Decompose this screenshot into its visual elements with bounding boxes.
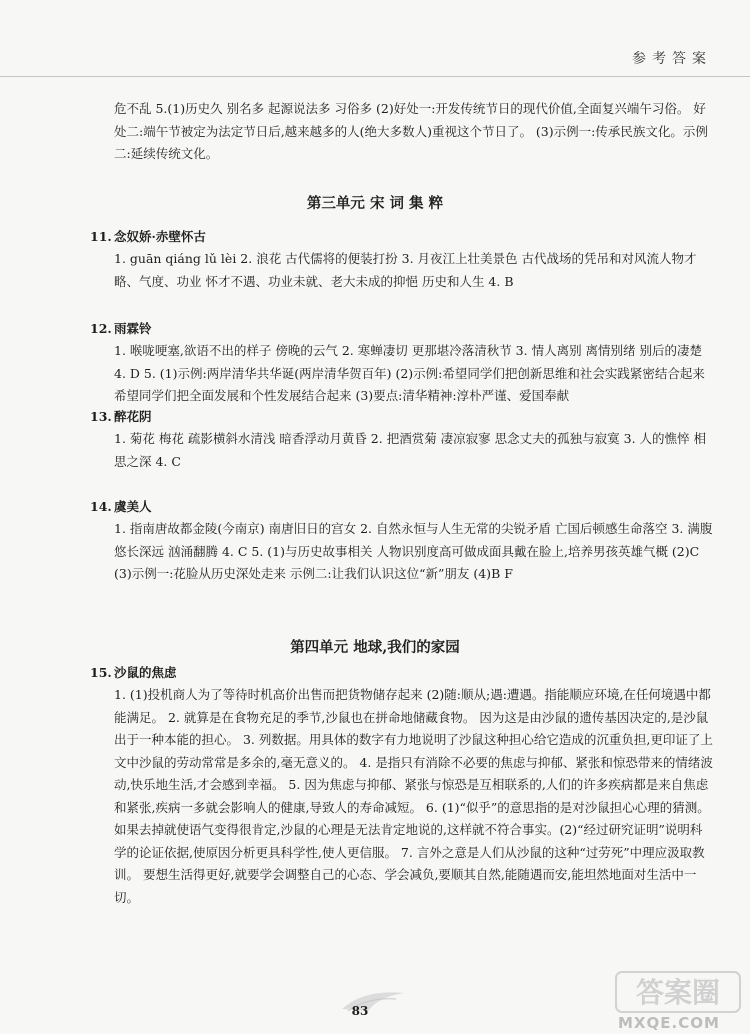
watermark-logo <box>614 968 742 1014</box>
section-answer: 1. 菊花 梅花 疏影横斜水清浅 暗香浮动月黄昏 2. 把酒赏菊 凄凉寂寥 思念丈夫的孤独与寂寞 3. 人的憔悴 相思之深 4. C <box>114 431 706 469</box>
section-number: 12. <box>90 321 112 336</box>
section-12 <box>90 318 730 408</box>
watermark-logo-text: 答案圈 <box>635 976 721 1009</box>
unit-title-4: 第四单元 地球,我们的家园 <box>290 639 460 656</box>
section-title: 沙鼠的焦虑 <box>114 665 177 680</box>
section-number: 14. <box>90 499 112 514</box>
section-title: 雨霖铃 <box>114 321 152 336</box>
section-number: 11. <box>90 229 112 244</box>
section-answer: 1. 喉咙哽塞,欲语不出的样子 傍晚的云气 2. 寒蝉凄切 更那堪冷落清秋节 3. 情人离别 离情别绪 别后的凄楚 4. D 5. (1)示例:两岸清华共华诞(两岸清华贺百年) (2)示例:希望同学们把创新思维和社会实践紧密结合起来 希望同学们把全面发展和个性发展结合起来 (3)要点:清华精神:淳朴严谨、爱国奉献 <box>114 343 705 403</box>
section-title: 念奴娇·赤壁怀古 <box>114 229 206 244</box>
section-15 <box>90 662 730 909</box>
section-11 <box>90 226 730 293</box>
section-answer: 1. 指南唐故都金陵(今南京) 南唐旧日的宫女 2. 自然永恒与人生无常的尖锐矛盾 亡国后顿感生命落空 3. 满腹 悠长深远 汹涌翻腾 4. C 5. (1)与历史故事相关 人物识别度高可做成面具戴在脸上,培养男孩英雄气概 (2)C (3)示例一:花脸从历史深处走来 示例二:让我们认识这位“新”朋友 (4)B F <box>114 521 713 581</box>
section-answer: 1. guān qiáng lǔ lèi 2. 浪花 古代儒将的便装打扮 3. 月夜江上壮美景色 古代战场的凭吊和对风流人物才略、气度、功业 怀才不遇、功业未就、老大未成的抑悒 历史和人生 4. B <box>114 251 697 289</box>
header-rule <box>0 76 750 77</box>
unit-title-3: 第三单元 宋 词 集 粹 <box>306 195 444 212</box>
section-number: 13. <box>90 409 112 424</box>
section-title: 醉花阴 <box>114 409 152 424</box>
intro-paragraph: 危不乱 5.(1)历史久 别名多 起源说法多 习俗多 (2)好处一:开发传统节日的现代价值,全面复兴端午习俗。 好处二:端午节被定为法定节日后,越来越多的人(绝大多数人)重视这个节日了。 (3)示例一:传承民族文化。示例二:延续传统文化。 <box>114 101 708 161</box>
section-title: 虞美人 <box>114 499 152 514</box>
page-number: 83 <box>351 1004 369 1018</box>
section-13 <box>90 406 730 473</box>
section-14 <box>90 496 730 586</box>
running-header: 参考答案 <box>632 51 712 67</box>
section-answer: 1. (1)投机商人为了等待时机高价出售而把货物储存起来 (2)随:顺从;遇:遭遇。指能顺应环境,在任何境遇中都能满足。 2. 就算是在食物充足的季节,沙鼠也在拼命地储藏食物。 因为这是由沙鼠的遗传基因决定的,是沙鼠出于一种本能的担心。 3. 列数据。用具体的数字有力地说明了沙鼠这种担心给它造成的沉重负担,更印证了上文中沙鼠的劳动常常是多余的,毫无意义的。 4. 是指只有消除不必要的焦虑与抑郁、紧张和惊恐带来的情绪波动,快乐地生活,才会感到幸福。 5. 因为焦虑与抑郁、紧张与惊恐是互相联系的,人们的许多疾病都是来自焦虑和紧张,疾病一多就会影响人的健康,导致人的寿命减短。 6. (1)“似乎”的意思指的是对沙鼠担心心理的猜测。如果去掉就使语气变得很肯定,沙鼠的心理是无法肯定地说的,这样就不符合事实。(2)“经过研究证明”说明科学的论证依据,使原因分析更具科学性,使人更信服。 7. 言外之意是人们从沙鼠的这种“过劳死”中理应汲取教训。 要想生活得更好,就要学会调整自己的心态、学会减负,要顺其自然,能随遇而安,能坦然地面对生活中一切。 <box>114 687 713 905</box>
watermark-url: MXQE.COM <box>618 1014 720 1032</box>
section-number: 15. <box>90 665 112 680</box>
